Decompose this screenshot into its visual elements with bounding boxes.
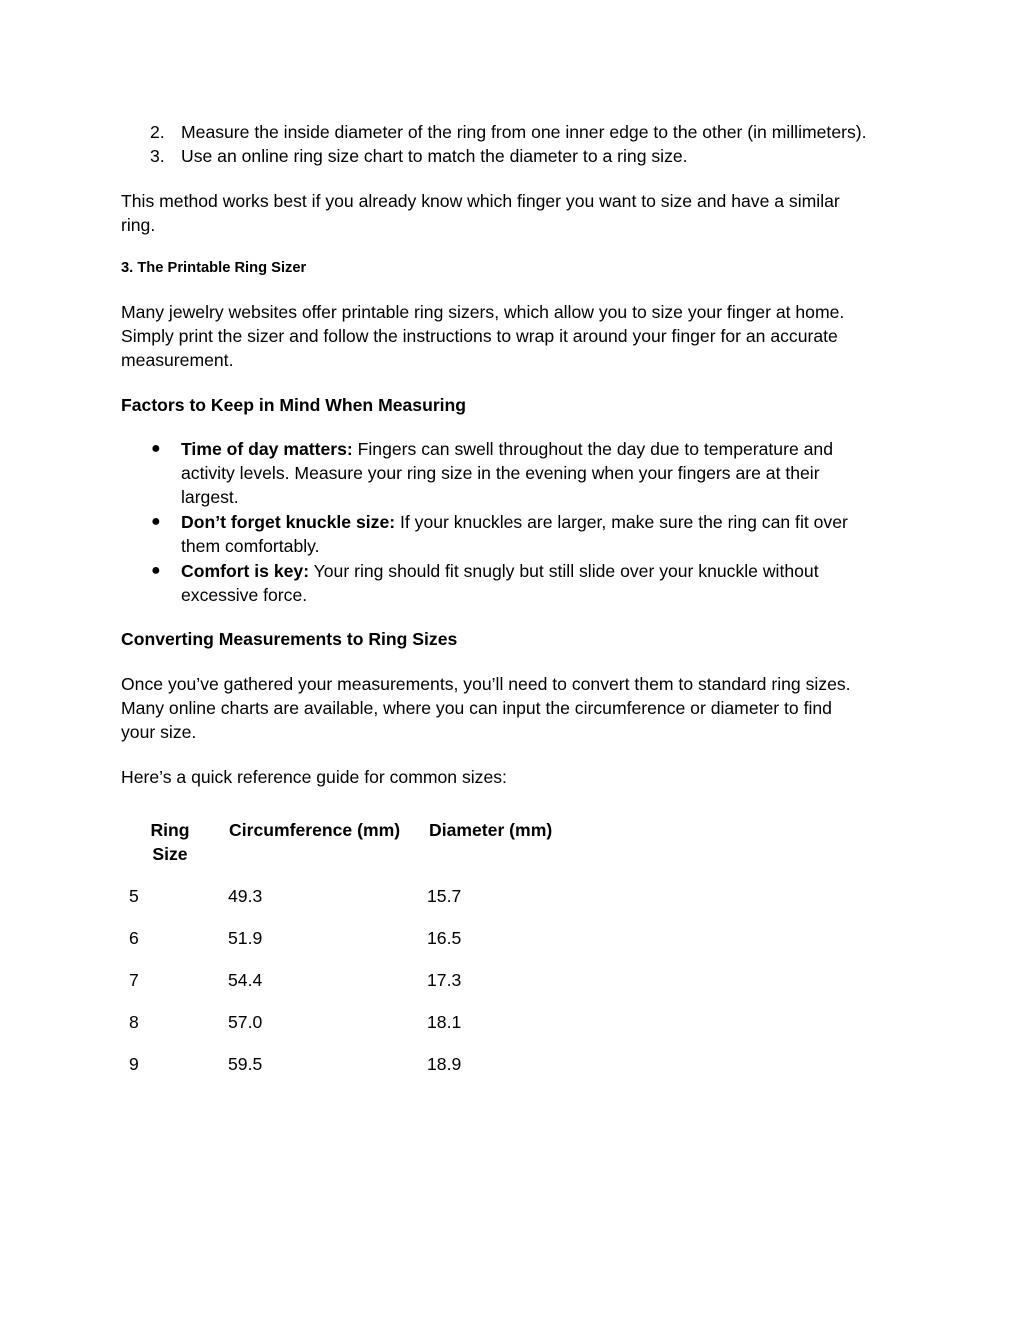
paragraph-line: measurement. — [121, 350, 234, 370]
cell-diameter: 16.5 — [427, 928, 462, 948]
cell-size: 8 — [129, 1012, 139, 1032]
cell-size: 7 — [129, 970, 139, 990]
bullet-label: Don’t forget knuckle size: — [181, 512, 396, 532]
reference-intro: Here’s a quick reference guide for common sizes: — [121, 767, 507, 787]
bullet-text: Fingers can swell throughout the day due to temperature and — [352, 439, 833, 459]
paragraph-line: Many jewelry websites offer printable ring sizers, which allow you to size your finger at home. — [121, 302, 845, 322]
bullet-text-line: them comfortably. — [181, 536, 320, 556]
bullet-text: Your ring should fit snugly but still slide over your knuckle without — [309, 561, 819, 581]
method-note-line: ring. — [121, 215, 156, 235]
bullet-icon: ● — [151, 513, 161, 530]
cell-diameter: 17.3 — [427, 970, 462, 990]
table-header-ring-size — [130, 818, 210, 866]
bullet-item — [181, 510, 848, 534]
cell-circumference: 49.3 — [228, 886, 263, 906]
step-number: 3. — [150, 146, 165, 166]
paragraph-line: Simply print the sizer and follow the instructions to wrap it around your finger for an accurate — [121, 326, 838, 346]
cell-size: 9 — [129, 1054, 139, 1074]
bullet-text-line: excessive force. — [181, 585, 308, 605]
header-line: Ring — [150, 820, 190, 840]
section-heading: Factors to Keep in Mind When Measuring — [121, 395, 467, 415]
cell-size: 6 — [129, 928, 139, 948]
bullet-text-line: largest. — [181, 487, 239, 507]
table-header-diameter: Diameter (mm) — [429, 820, 553, 840]
bullet-item — [181, 559, 819, 583]
bullet-icon: ● — [151, 562, 161, 579]
bullet-text-line: activity levels. Measure your ring size in the evening when your fingers are at their — [181, 463, 820, 483]
header-line: Size — [152, 844, 188, 864]
step-text: Measure the inside diameter of the ring from one inner edge to the other (in millimeters). — [181, 122, 867, 142]
bullet-item — [181, 437, 833, 461]
section-heading: Converting Measurements to Ring Sizes — [121, 629, 458, 649]
bullet-label: Time of day matters: — [181, 439, 353, 459]
paragraph-line: Many online charts are available, where you can input the circumference or diameter to find — [121, 698, 832, 718]
bullet-label: Comfort is key: — [181, 561, 310, 581]
cell-size: 5 — [129, 886, 139, 906]
paragraph-line: your size. — [121, 722, 197, 742]
bullet-text: If your knuckles are larger, make sure the ring can fit over — [395, 512, 848, 532]
step-text: Use an online ring size chart to match the diameter to a ring size. — [181, 146, 688, 166]
cell-diameter: 18.1 — [427, 1012, 462, 1032]
cell-circumference: 51.9 — [228, 928, 263, 948]
cell-circumference: 54.4 — [228, 970, 263, 990]
cell-diameter: 18.9 — [427, 1054, 462, 1074]
section-heading: 3. The Printable Ring Sizer — [121, 260, 307, 276]
step-number: 2. — [150, 122, 165, 142]
paragraph-line: Once you’ve gathered your measurements, you’ll need to convert them to standard ring sizes. — [121, 674, 851, 694]
cell-circumference: 57.0 — [228, 1012, 263, 1032]
method-note-line: This method works best if you already know which finger you want to size and have a similar — [121, 191, 840, 211]
bullet-icon: ● — [151, 440, 161, 457]
table-header-circumference: Circumference (mm) — [229, 820, 401, 840]
cell-circumference: 59.5 — [228, 1054, 263, 1074]
cell-diameter: 15.7 — [427, 886, 462, 906]
